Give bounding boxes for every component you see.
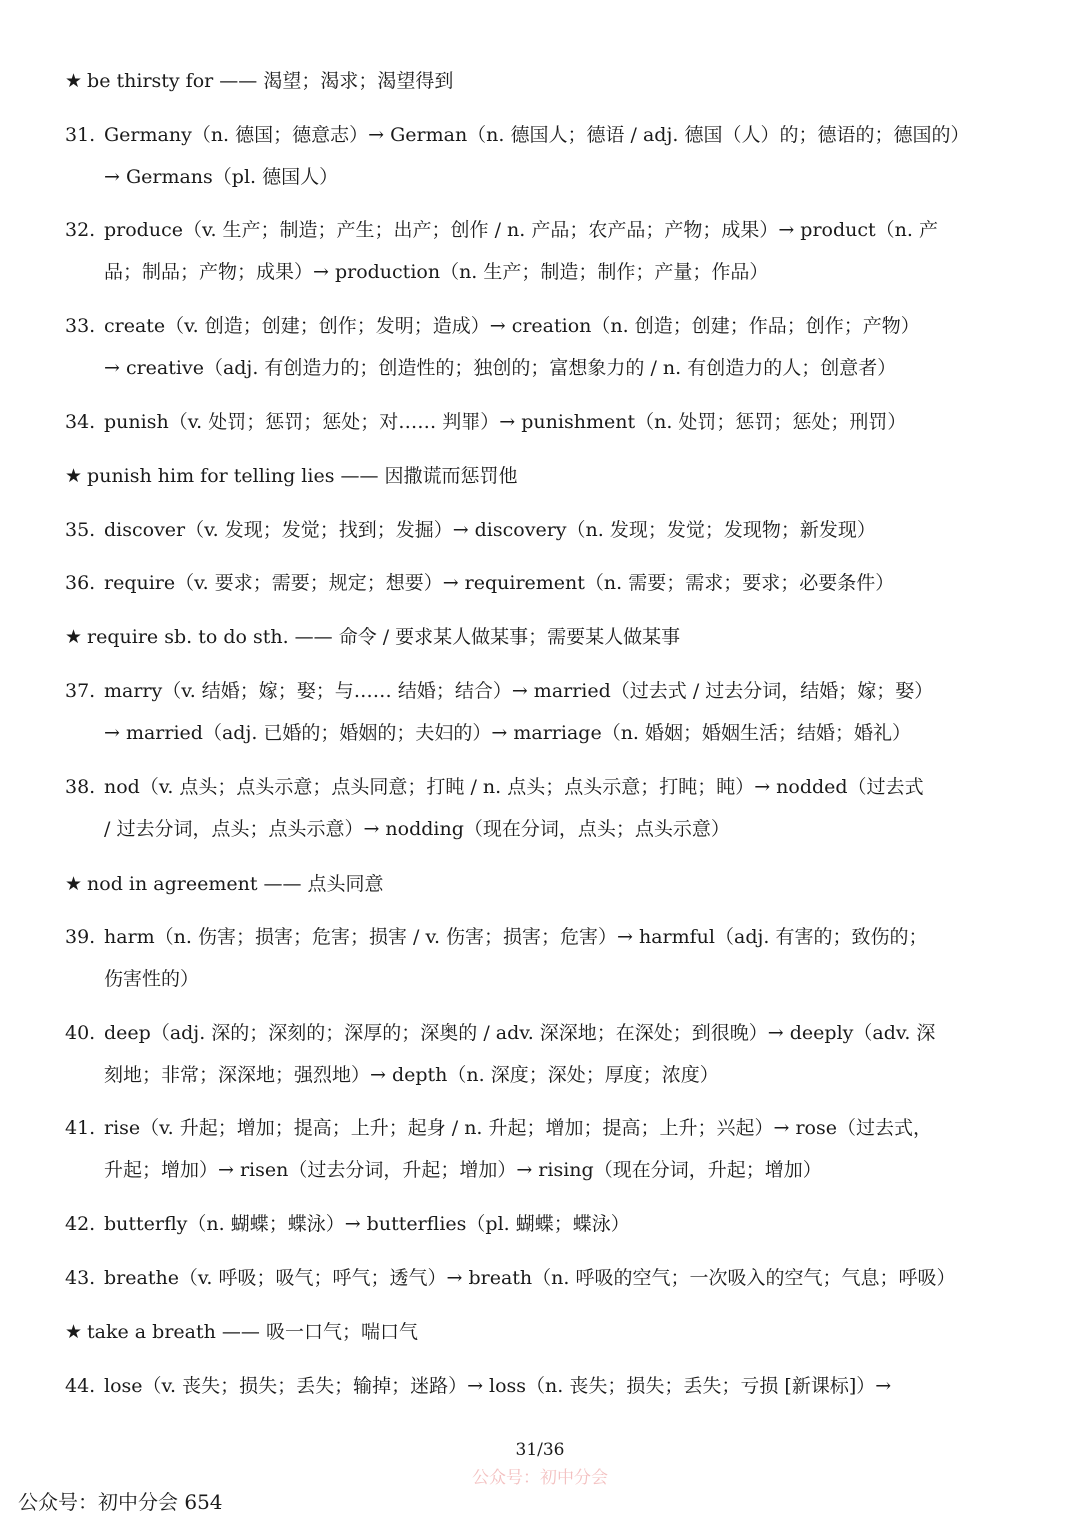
- entry-number: 42.: [65, 1213, 96, 1235]
- entry-number: 44.: [65, 1375, 96, 1397]
- entry-line-1: deep（adj. 深的；深刻的；深厚的；深奥的 / adv. 深深地；在深处；到很晚）→ deeply（adv. 深: [104, 1022, 936, 1044]
- star-icon: ★: [65, 70, 83, 92]
- entry-line-1: butterfly（n. 蝴蝶；蝶泳）→ butterflies（pl. 蝴蝶；蝶泳）: [104, 1213, 630, 1235]
- key-phrase: [65, 60, 453, 102]
- entry-number: 32.: [65, 219, 96, 241]
- star-icon: ★: [65, 873, 83, 895]
- entry-line-2: → Germans（pl. 德国人）: [104, 166, 339, 188]
- entry-line-1: rise（v. 升起；增加；提高；上升；起身 / n. 升起；增加；提高；上升；兴起）→ rose（过去式，: [104, 1117, 932, 1139]
- entry-line-1: breathe（v. 呼吸；吸气；呼气；透气）→ breath（n. 呼吸的空气；一次吸入的空气；气息；呼吸）: [104, 1267, 956, 1289]
- page-number: 31/36: [515, 1440, 565, 1460]
- key-phrase: [65, 616, 680, 658]
- entry-line-2: 品；制品；产物；成果）→ production（n. 生产；制造；制作；产量；作品）: [104, 261, 769, 283]
- entry-number: 40.: [65, 1022, 96, 1044]
- phrase-text: be thirsty for —— 渴望；渴求；渴望得到: [87, 70, 454, 92]
- key-phrase: [65, 455, 518, 497]
- entry-line-1: nod（v. 点头；点头示意；点头同意；打盹 / n. 点头；点头示意；打盹；盹）→ nodded（过去式: [104, 776, 924, 798]
- entry-line-2: 伤害性的）: [104, 968, 200, 990]
- entry-number: 35.: [65, 519, 96, 541]
- entry-number: 36.: [65, 572, 96, 594]
- entry-number: 38.: [65, 776, 96, 798]
- entry-line-1: lose（v. 丧失；损失；丢失；输掉；迷路）→ loss（n. 丧失；损失；丢失；亏损 [新课标]）→: [104, 1375, 892, 1397]
- entry-line-1: create（v. 创造；创建；创作；发明；造成）→ creation（n. 创造；创建；作品；创作；产物）: [104, 315, 920, 337]
- entry-number: 37.: [65, 680, 96, 702]
- entry-number: 31.: [65, 124, 96, 146]
- entry-line-2: / 过去分词，点头；点头示意）→ nodding（现在分词，点头；点头示意）: [104, 818, 730, 840]
- star-icon: ★: [65, 465, 83, 487]
- entry-line-1: discover（v. 发现；发觉；找到；发掘）→ discovery（n. 发现；发觉；发现物；新发现）: [104, 519, 876, 541]
- entry-line-2: → married（adj. 已婚的；婚姻的；夫妇的）→ marriage（n. 婚姻；婚姻生活；结婚；婚礼）: [104, 722, 912, 744]
- watermark-text: 公众号：初中分会: [472, 1468, 608, 1488]
- entry-number: 34.: [65, 411, 96, 433]
- entry-number: 39.: [65, 926, 96, 948]
- footer-account-label: 公众号：初中分会 654: [18, 1490, 223, 1514]
- entry-number: 33.: [65, 315, 96, 337]
- entry-line-1: harm（n. 伤害；损害；危害；损害 / v. 伤害；损害；危害）→ harmful（adj. 有害的；致伤的；: [104, 926, 928, 948]
- entry-line-2: 刻地；非常；深深地；强烈地）→ depth（n. 深度；深处；厚度；浓度）: [104, 1064, 719, 1086]
- entry-number: 43.: [65, 1267, 96, 1289]
- key-phrase: [65, 1311, 418, 1353]
- entry-line-1: Germany（n. 德国；德意志）→ German（n. 德国人；德语 / adj. 德国（人）的；德语的；德国的）: [104, 124, 970, 146]
- star-icon: ★: [65, 1321, 83, 1343]
- star-icon: ★: [65, 626, 83, 648]
- entry-line-1: produce（v. 生产；制造；产生；出产；创作 / n. 产品；农产品；产物；成果）→ product（n. 产: [104, 219, 938, 241]
- entry-number: 41.: [65, 1117, 96, 1139]
- entry-line-1: marry（v. 结婚；嫁；娶；与…… 结婚；结合）→ married（过去式 / 过去分词，结婚；嫁；娶）: [104, 680, 934, 702]
- entry-line-2: 升起；增加）→ risen（过去分词，升起；增加）→ rising（现在分词，升起；增加）: [104, 1159, 822, 1181]
- key-phrase: [65, 863, 384, 905]
- phrase-text: punish him for telling lies —— 因撒谎而惩罚他: [87, 465, 518, 487]
- entry-line-1: require（v. 要求；需要；规定；想要）→ requirement（n. 需要；需求；要求；必要条件）: [104, 572, 895, 594]
- phrase-text: take a breath —— 吸一口气；喘口气: [87, 1321, 418, 1343]
- entry-line-1: punish（v. 处罚；惩罚；惩处；对…… 判罪）→ punishment（n. 处罚；惩罚；惩处；刑罚）: [104, 411, 907, 433]
- phrase-text: require sb. to do sth. —— 命令 / 要求某人做某事；需要某人做某事: [87, 626, 681, 648]
- phrase-text: nod in agreement —— 点头同意: [87, 873, 384, 895]
- entry-line-2: → creative（adj. 有创造力的；创造性的；独创的；富想象力的 / n. 有创造力的人；创意者）: [104, 357, 897, 379]
